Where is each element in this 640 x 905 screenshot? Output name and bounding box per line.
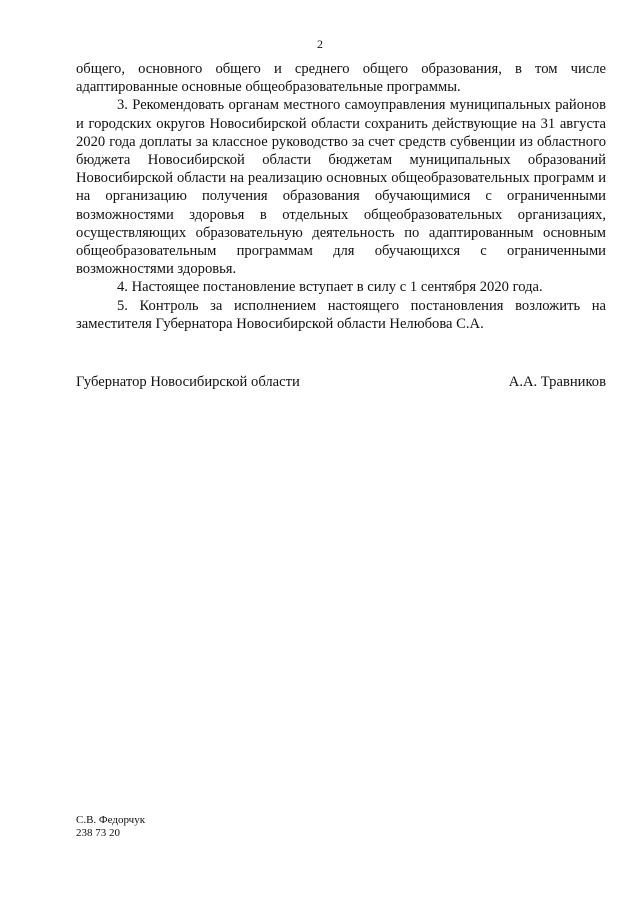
executor-block (76, 814, 145, 840)
signer-title: Губернатор Новосибирской области (76, 374, 300, 390)
paragraph-item-3: 3. Рекомендовать органам местного самоуправления муниципальных районов и городских округов Новосибирской области сохранить действующие на 31 августа 2020 года доплаты за классное руководство за счет средств субвенции из областного бюджета Новосибирской области бюджетам муниципальных образований Новосибирской области на реализацию основных общеобразовательных программ и на организацию получения образования обучающимися с ограниченными возможностями здоровья в отдельных общеобразовательных организациях, осуществляющих образовательную деятельность по адаптированным основным общеобразовательным программам для обучающихся с ограниченными возможностями здоровья. (76, 97, 606, 278)
executor-name: С.В. Федорчук (76, 814, 146, 826)
page-number: 2 (317, 37, 323, 51)
paragraph-item-5: 5. Контроль за исполнением настоящего постановления возложить на заместителя Губернатора Новосибирской области Нелюбова С.А. (76, 297, 606, 332)
paragraph-item-4: 4. Настоящее постановление вступает в силу с 1 сентября 2020 года. (117, 279, 543, 296)
document-body (76, 60, 606, 333)
executor-phone: 238 73 20 (76, 827, 120, 839)
paragraph-continuation: общего, основного общего и среднего общего образования, в том числе адаптированные основные общеобразовательные программы. (76, 61, 606, 96)
signer-name: А.А. Травников (508, 374, 606, 390)
